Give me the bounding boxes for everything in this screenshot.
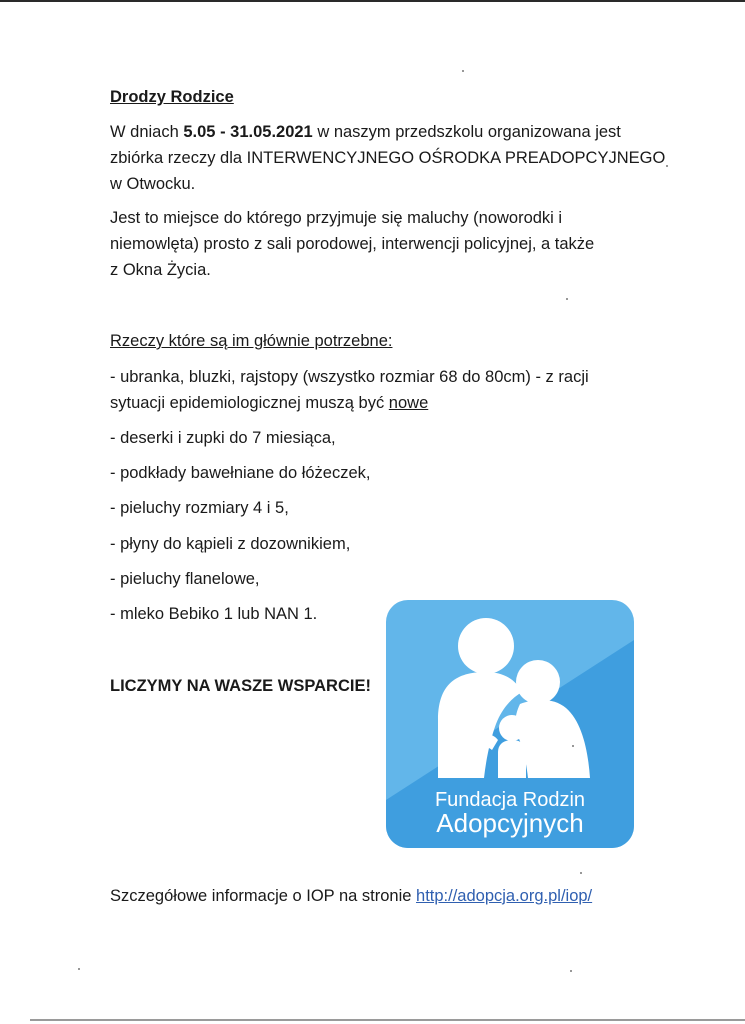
collection-dates: 5.05 - 31.05.2021 (183, 123, 313, 141)
scan-speck (572, 745, 574, 747)
paragraph-2-line-3: z Okna Życia. (110, 261, 211, 279)
salutation: Drodzy Rodzice (110, 88, 234, 106)
paragraph-1-line-1: W dniach 5.05 - 31.05.2021 w naszym przedszkolu organizowana jest (110, 123, 621, 141)
scan-speck (78, 968, 80, 970)
scan-speck (570, 970, 572, 972)
scan-speck (566, 298, 568, 300)
closing-appeal: LICZYMY NA WASZE WSPARCIE! (110, 677, 371, 695)
foundation-logo (386, 600, 634, 848)
paragraph-2-line-1: Jest to miejsce do którego przyjmuje się maluchy (noworodki i (110, 209, 563, 227)
website-link[interactable]: http://adopcja.org.pl/iop/ (416, 887, 593, 905)
scan-speck (462, 70, 464, 72)
scan-speck (580, 872, 582, 874)
list-item: - podkłady bawełniane do łóżeczek, (110, 464, 371, 482)
needs-heading: Rzeczy które są im głównie potrzebne: (110, 332, 393, 350)
list-item: - płyny do kąpieli z dozownikiem, (110, 535, 351, 553)
paragraph-1-line-2: zbiórka rzeczy dla INTERWENCYJNEGO OŚRODKA PREADOPCYJNEGO (110, 149, 666, 167)
scan-speck (666, 165, 668, 167)
list-item: - ubranka, bluzki, rajstopy (wszystko rozmiar 68 do 80cm) - z racji (110, 368, 589, 386)
logo-text-line-1: Fundacja Rodzin (434, 789, 586, 811)
footer-line: Szczegółowe informacje o IOP na stronie http://adopcja.org.pl/iop/ (110, 887, 593, 905)
list-item: - pieluchy flanelowe, (110, 570, 260, 588)
list-item: - pieluchy rozmiary 4 i 5, (110, 499, 289, 517)
logo-text-line-2: Adopcyjnych (436, 808, 584, 838)
paragraph-1-line-3: w Otwocku. (110, 175, 196, 193)
list-item: - deserki i zupki do 7 miesiąca, (110, 429, 336, 447)
list-item: - mleko Bebiko 1 lub NAN 1. (110, 605, 318, 623)
scan-bottom-edge (30, 1019, 745, 1021)
emphasis-new: nowe (388, 394, 429, 412)
list-item-continuation: sytuacji epidemiologicznej muszą być nowe (110, 394, 429, 412)
scan-top-edge (0, 0, 745, 2)
paragraph-2-line-2: niemowlęta) prosto z sali porodowej, interwencji policyjnej, a także (110, 235, 595, 253)
